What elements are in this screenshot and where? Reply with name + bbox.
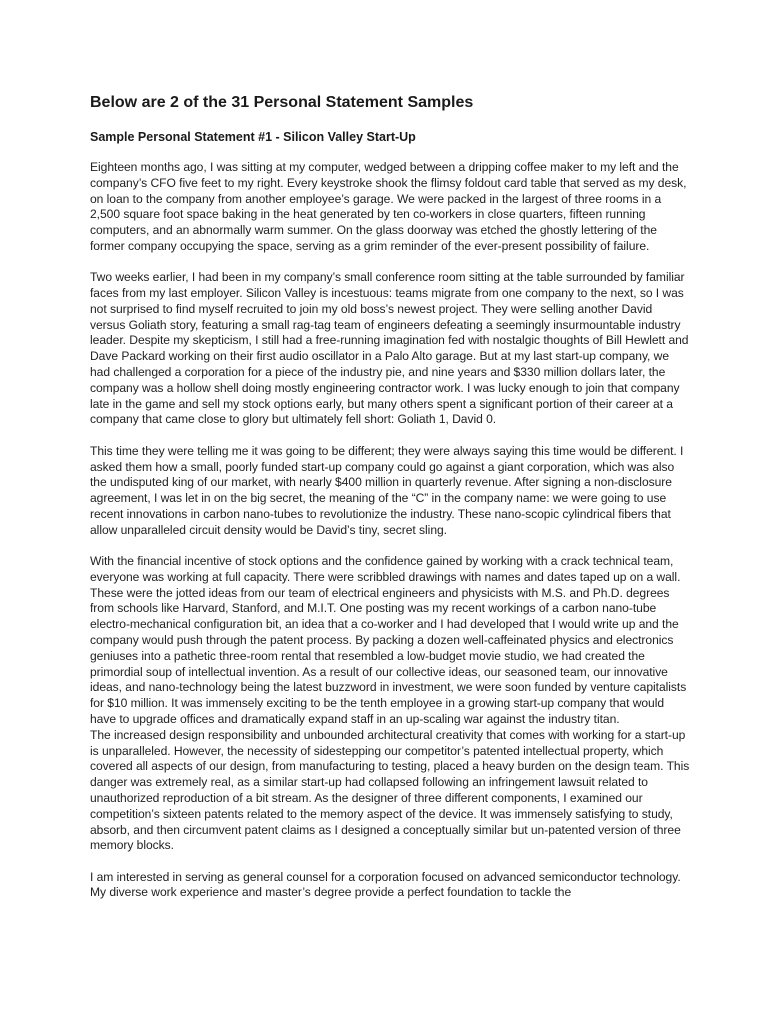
- paragraph-4: With the financial incentive of stock options and the confidence gained by working with a crack technical team, everyone was working at full capacity. There were scribbled drawings with names and dates taped up on a wall. These were the jotted ideas from our team of electrical engineers and physicists with M.S. and Ph.D. degrees from schools like Harvard, Stanford, and M.I.T. One posting was my recent workings of a carbon nano-tube electro-mechanical configuration bit, an idea that a co-worker and I had developed that I would write up and the company would push through the patent process. By packing a dozen well-caffeinated physics and electronics geniuses into a pathetic three-room rental that resembled a low-budget movie studio, we had created the primordial soup of intellectual invention. As a result of our collective ideas, our seasoned team, our innovative ideas, and nano-technology being the latest buzzword in investment, we were soon funded by venture capitalists for $10 million. It was immensely exciting to be the tenth employee in a growing start-up company that would have to upgrade offices and dramatically expand staff in an up-scaling war against the industry titan.: [90, 554, 687, 726]
- sample-heading: Sample Personal Statement #1 - Silicon Valley Start-Up: [90, 130, 416, 144]
- paragraph-5: The increased design responsibility and unbounded architectural creativity that comes with working for a start-up is unparalleled. However, the necessity of sidestepping our competitor’s patented intellectual property, which covered all aspects of our design, from manufacturing to testing, placed a heavy burden on the design team. This danger was extremely real, as a similar start-up had collapsed following an infringement lawsuit related to unauthorized reproduction of a bit stream. As the designer of three different components, I examined our competition’s sixteen patents related to the memory aspect of the device. It was immensely satisfying to study, absorb, and then circumvent patent claims as I designed a conceptually similar but un-patented version of three memory blocks.: [90, 727, 690, 853]
- paragraph-6: I am interested in serving as general counsel for a corporation focused on advanced semiconductor technology. My diverse work experience and master’s degree provide a perfect foundation to tackle the: [90, 869, 681, 900]
- document-page: [90, 92, 690, 901]
- paragraph-3: This time they were telling me it was going to be different; they were always saying this time would be different. I asked them how a small, poorly funded start-up company could go against a giant corporation, which was also the undisputed king of our market, with nearly $400 million in quarterly revenue. After signing a non-disclosure agreement, I was let in on the big secret, the meaning of the “C” in the company name: we were going to use recent innovations in carbon nano-tubes to revolutionize the industry. These nano-scopic cylindrical fibers that allow unparalleled circuit density would be David’s tiny, secret sling.: [90, 443, 684, 537]
- paragraph-1: Eighteen months ago, I was sitting at my computer, wedged between a dripping coffee maker to my left and the company’s CFO five feet to my right. Every keystroke shook the flimsy foldout card table that served as my desk, on loan to the company from another employee’s garage. We were packed in the largest of three rooms in a 2,500 square foot space baking in the heat generated by ten co-workers in close quarters, fifteen running computers, and an abnormally warm summer. On the glass doorway was etched the ghostly lettering of the former company occupying the space, serving as a grim reminder of the ever-present possibility of failure.: [90, 160, 687, 253]
- paragraph-2: Two weeks earlier, I had been in my company’s small conference room sitting at the table surrounded by familiar faces from my last employer. Silicon Valley is incestuous: teams migrate from one company to the next, so I was not surprised to find myself recruited to join my old boss’s newest project. They were selling another David versus Goliath story, featuring a small rag-tag team of engineers defeating a seemingly insurmountable industry leader. Despite my skepticism, I still had a free-running imagination fed with nostalgic thoughts of Bill Hewlett and Dave Packard working on their first audio oscillator in a Palo Alto garage. But at my last start-up company, we had challenged a corporation for a piece of the industry pie, and nine years and $330 million dollars later, the company was a hollow shell doing mostly engineering contractor work. I was lucky enough to join that company late in the game and sell my stock options early, but many others spent a significant portion of their career at a company that came close to glory but ultimately fell short: Goliath 1, David 0.: [90, 270, 689, 427]
- document-title: Below are 2 of the 31 Personal Statement Samples: [90, 94, 474, 111]
